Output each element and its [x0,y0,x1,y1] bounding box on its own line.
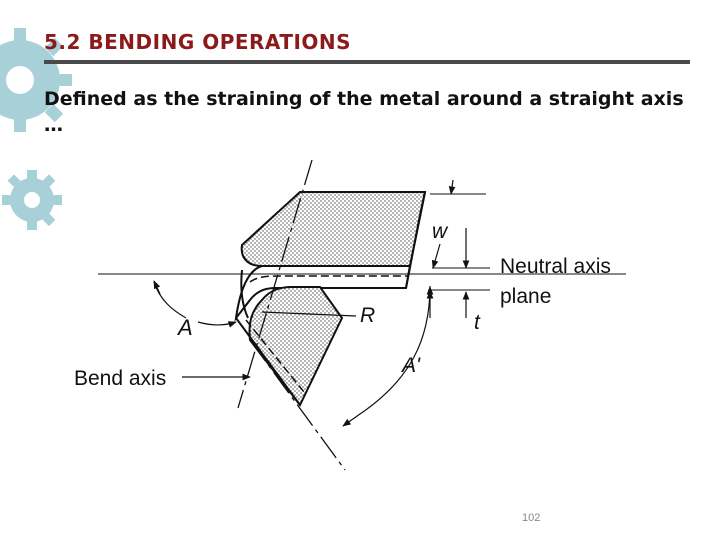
label-a: A [178,315,193,340]
sheet-bent-face [250,287,343,405]
label-bend-axis: Bend axis [74,367,167,390]
slide-body-text: Defined as the straining of the metal around a straight axis … [44,88,684,136]
label-t: t [474,311,480,334]
sheet-top-face [242,192,425,266]
label-plane: plane [500,285,552,308]
bending-diagram [60,150,640,480]
label-w: w [432,220,448,243]
slide-title: 5.2 BENDING OPERATIONS [44,30,352,54]
angle-a-arc [154,282,236,325]
label-a-prime: A' [402,354,421,377]
page-number: 102 [522,512,541,524]
title-rule [44,60,690,64]
gear-icon [2,170,62,230]
label-neutral-axis: Neutral axis [500,255,611,278]
label-r: R [360,304,376,327]
